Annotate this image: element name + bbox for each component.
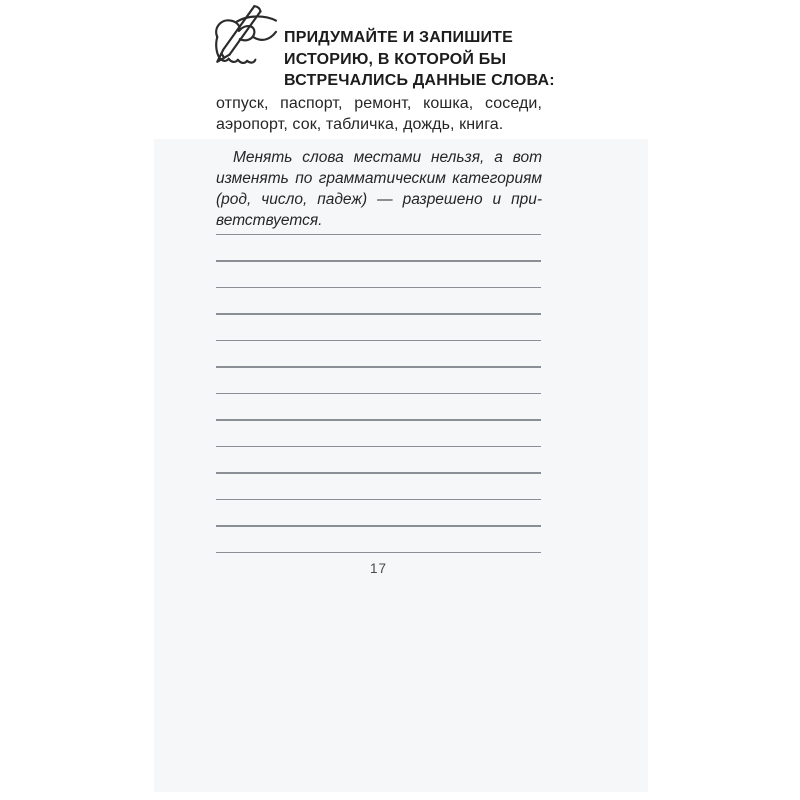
writing-line xyxy=(216,234,541,235)
heading-line: ПРИДУМАЙТЕ И ЗАПИШИТЕ xyxy=(284,29,514,46)
word-list-line: аэропорт, сок, табличка, дождь, книга. xyxy=(216,116,504,133)
writing-line xyxy=(216,393,541,394)
writing-line xyxy=(216,340,541,341)
writing-line xyxy=(216,499,541,500)
writing-line xyxy=(216,366,541,367)
writing-lines xyxy=(216,234,541,553)
pen-cap xyxy=(254,6,260,11)
word-list-line: отпуск, паспорт, ремонт, кошка, соседи, xyxy=(216,95,542,112)
writing-line xyxy=(216,472,541,473)
hand-palm-edge xyxy=(216,37,219,58)
writing-line xyxy=(216,260,541,261)
hand-writing-icon xyxy=(208,3,278,67)
writing-line xyxy=(216,552,541,553)
heading-line: ВСТРЕЧАЛИСЬ ДАННЫЕ СЛОВА: xyxy=(284,72,555,89)
writing-line xyxy=(216,419,541,420)
pen-nib-slit xyxy=(221,54,223,57)
note-line: Менять слова местами нельзя, а вот xyxy=(233,149,542,166)
exercise-heading xyxy=(284,27,564,92)
writing-line xyxy=(216,313,541,314)
hand-bottom-line xyxy=(253,32,276,40)
hand-index-curve xyxy=(216,20,240,37)
note-line: изменять по грамматическим категориям xyxy=(216,170,542,187)
writing-line xyxy=(216,525,541,526)
word-list xyxy=(216,93,542,135)
instruction-note xyxy=(216,147,542,231)
note-line: (род, число, падеж) — разрешено и при- xyxy=(216,191,542,208)
writing-line xyxy=(216,446,541,447)
page-number: 17 xyxy=(369,561,388,576)
note-line: ветствуется. xyxy=(216,212,323,229)
writing-line xyxy=(216,287,541,288)
heading-line: ИСТОРИЮ, В КОТОРОЙ БЫ xyxy=(284,50,507,68)
